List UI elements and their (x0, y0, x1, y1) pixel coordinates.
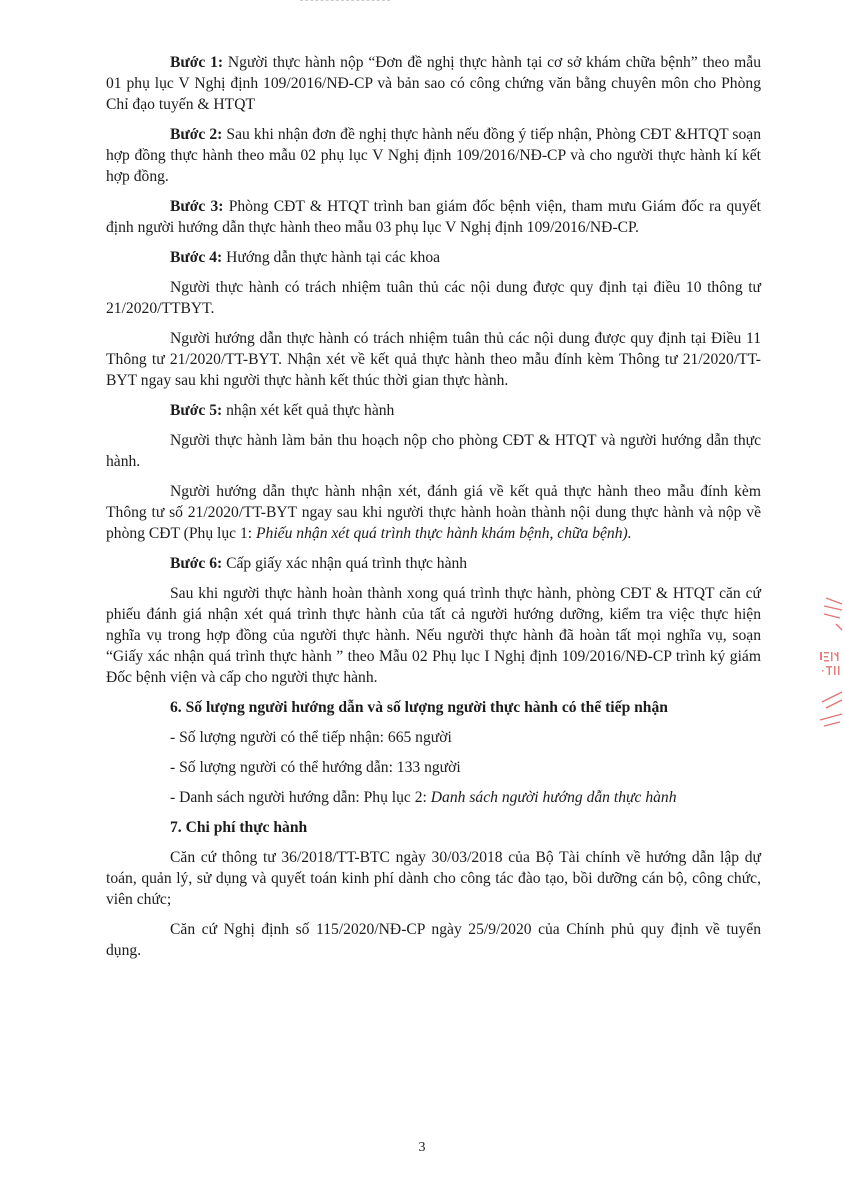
step-2-text: Sau khi nhận đơn đề nghị thực hành nếu đồng ý tiếp nhận, Phòng CĐT &HTQT soạn hợp đồng thực hành theo mẫu 02 phụ lục V Nghị định 109/2016/NĐ-CP và cho người thực hành kí kết hợp đồng. (106, 126, 761, 185)
section-6-item-2: - Số lượng người có thể hướng dẫn: 133 người (170, 759, 461, 776)
step-4-detail-1: Người thực hành có trách nhiệm tuân thủ các nội dung được quy định tại điều 10 thông tư 21/2020/TTBYT. (106, 279, 761, 317)
step-3-paragraph (106, 196, 761, 238)
step-1-label: Bước 1: (170, 54, 224, 71)
stamp-fragment (812, 596, 844, 746)
section-6-item-3 (106, 787, 761, 808)
section-6-item-3-text: - Danh sách người hướng dẫn: Phụ lục 2: (170, 789, 431, 806)
step-2-label: Bước 2: (170, 126, 223, 143)
step-6-label: Bước 6: (170, 555, 223, 572)
step-3-text: Phòng CĐT & HTQT trình ban giám đốc bệnh viện, tham mưu Giám đốc ra quyết định người hướng dẫn thực hành theo mẫu 03 phụ lục V Nghị định 109/2016/NĐ-CP. (106, 198, 761, 236)
step-6-detail-1: Sau khi người thực hành hoàn thành xong quá trình thực hành, phòng CĐT & HTQT căn cứ phiếu đánh giá nhận xét quá trình thực hành của tất cả người hướng dưỡng, kiểm tra việc thực hiện nghĩa vụ trong hợp đồng của người thực hành. Nếu người thực hành đã hoàn tất mọi nghĩa vụ, soạn “Giấy xác nhận quá trình thực hành ” theo Mẫu 02 Phụ lục I Nghị định 109/2016/NĐ-CP trình ký giám Đốc bệnh viện và cấp cho người thực hành. (106, 585, 761, 686)
document-body (106, 52, 761, 970)
step-5-text: nhận xét kết quả thực hành (222, 402, 395, 419)
appendix-2-title: Danh sách người hướng dẫn thực hành (430, 789, 677, 806)
step-6-paragraph (106, 553, 761, 574)
step-4-text: Hướng dẫn thực hành tại các khoa (222, 249, 441, 266)
section-7-paragraph-2: Căn cứ Nghị định số 115/2020/NĐ-CP ngày 25/9/2020 của Chính phủ quy định về tuyển dụng. (106, 921, 761, 959)
step-1-paragraph (106, 52, 761, 115)
section-6-heading: 6. Số lượng người hướng dẫn và số lượng người thực hành có thể tiếp nhận (170, 699, 668, 716)
step-5-detail-2 (106, 481, 761, 544)
step-5-detail-1: Người thực hành làm bản thu hoạch nộp cho phòng CĐT & HTQT và người hướng dẫn thực hành. (106, 432, 761, 470)
step-5-label: Bước 5: (170, 402, 223, 419)
step-5-paragraph (106, 400, 761, 421)
step-3-label: Bước 3: (170, 198, 224, 215)
section-6-item-1: - Số lượng người có thể tiếp nhận: 665 người (170, 729, 452, 746)
section-7-paragraph-1: Căn cứ thông tư 36/2018/TT-BTC ngày 30/03/2018 của Bộ Tài chính về hướng dẫn lập dự toán, quản lý, sử dụng và quyết toán kinh phí dành cho công tác đào tạo, bồi dưỡng cán bộ, công chức, viên chức; (106, 849, 761, 908)
step-2-paragraph (106, 124, 761, 187)
step-1-text: Người thực hành nộp “Đơn đề nghị thực hành tại cơ sở khám chữa bệnh” theo mẫu 01 phụ lục V Nghị định 109/2016/NĐ-CP và bản sao có công chứng văn bằng chuyên môn cho Phòng Chỉ đạo tuyến & HTQT (106, 54, 761, 113)
step-4-label: Bước 4: (170, 249, 223, 266)
step-4-paragraph (106, 247, 761, 268)
page-number: 3 (418, 1140, 426, 1155)
step-4-detail-2: Người hướng dẫn thực hành có trách nhiệm tuân thủ các nội dung được quy định tại Điều 11 Thông tư 21/2020/TT-BYT. Nhận xét về kết quả thực hành theo mẫu đính kèm Thông tư 21/2020/TT-BYT ngay sau khi người thực hành kết thúc thời gian thực hành. (106, 330, 761, 389)
section-7-heading: 7. Chi phí thực hành (170, 819, 308, 836)
appendix-1-title: Phiếu nhận xét quá trình thực hành khám bệnh, chữa bệnh). (256, 525, 632, 542)
scan-artifact (300, 0, 390, 5)
step-5-detail-2-text: Người hướng dẫn thực hành nhận xét, đánh giá về kết quả thực hành theo mẫu đính kèm Thông tư số 21/2020/TT-BYT ngay sau khi người thực hành hoàn thành nội dung thực hành và nộp về phòng CĐT (Phụ lục 1: (106, 483, 761, 542)
step-6-text: Cấp giấy xác nhận quá trình thực hành (222, 555, 468, 572)
